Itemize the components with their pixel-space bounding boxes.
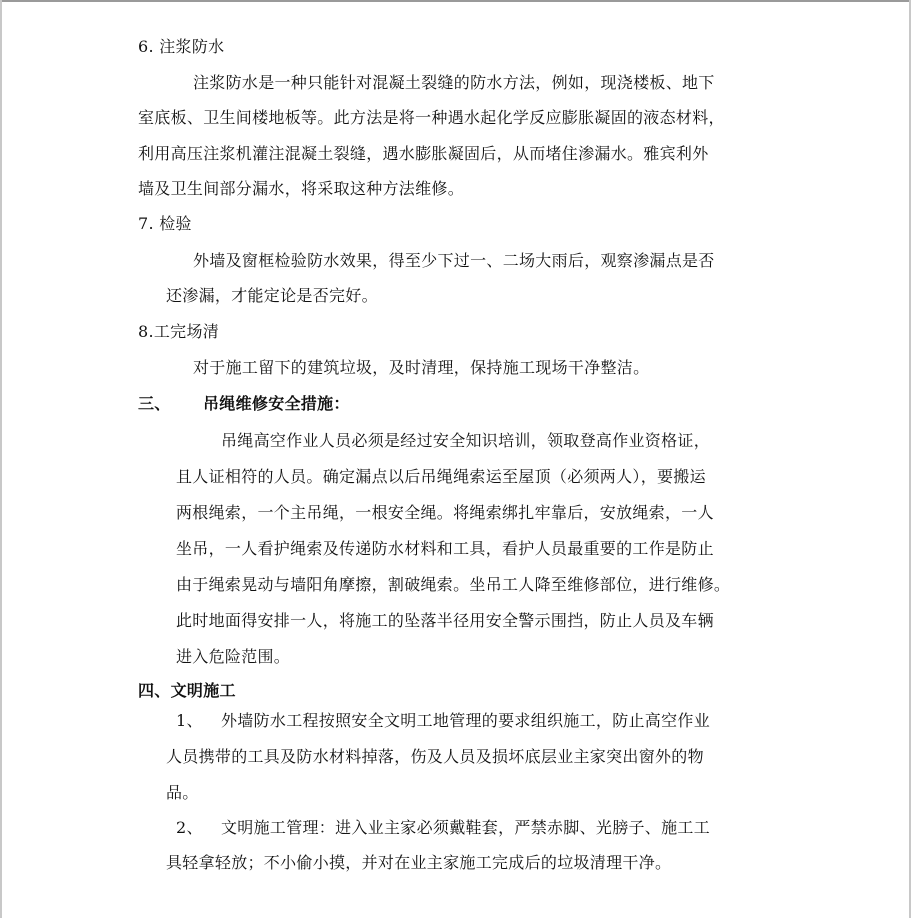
section-4-item-1-line-3: 品。 (166, 783, 199, 802)
section-8-line-1: 对于施工留下的建筑垃圾，及时清理，保持施工现场干净整洁。 (193, 358, 650, 377)
section-3-line-6: 此时地面得安排一人，将施工的坠落半径用安全警示围挡，防止人员及车辆 (176, 611, 714, 630)
section-7-heading: 7. 检验 (138, 214, 192, 233)
section-6-line-1: 注浆防水是一种只能针对混凝土裂缝的防水方法，例如，现浇楼板、地下 (193, 73, 715, 92)
section-4-item-1-line-1: 外墙防水工程按照安全文明工地管理的要求组织施工，防止高空作业 (221, 711, 711, 730)
section-4-item-2-number: 2、 (176, 818, 203, 837)
section-8-heading: 8.工完场清 (138, 322, 220, 341)
section-3-line-1: 吊绳高空作业人员必须是经过安全知识培训，领取登高作业资格证， (221, 431, 711, 450)
section-6-line-4: 墙及卫生间部分漏水，将采取这种方法维修。 (138, 179, 465, 198)
section-4-item-1-line-2: 人员携带的工具及防水材料掉落，伤及人员及损坏底层业主家突出窗外的物 (166, 747, 704, 766)
section-3-line-2: 且人证相符的人员。确定漏点以后吊绳绳索运至屋顶（必须两人），要搬运 (176, 467, 706, 486)
section-3-line-5: 由于绳索晃动与墙阳角摩擦，割破绳索。坐吊工人降至维修部位，进行维修。 (176, 575, 731, 594)
section-3-title: 吊绳维修安全措施： (203, 394, 350, 413)
section-6-heading: 6. 注浆防水 (138, 37, 225, 56)
section-3-line-4: 坐吊，一人看护绳索及传递防水材料和工具，看护人员最重要的工作是防止 (176, 539, 714, 558)
section-7-line-1: 外墙及窗框检验防水效果，得至少下过一、二场大雨后，观察渗漏点是否 (193, 251, 715, 270)
section-4-heading: 四、文明施工 (138, 681, 236, 700)
section-3-line-3: 两根绳索，一个主吊绳，一根安全绳。将绳索绑扎牢靠后，安放绳索，一人 (176, 503, 714, 522)
section-4-item-2-line-2: 具轻拿轻放；不小偷小摸，并对在业主家施工完成后的垃圾清理干净。 (166, 853, 672, 872)
section-4-item-1-number: 1、 (176, 711, 203, 730)
section-6-line-3: 利用高压注浆机灌注混凝土裂缝，遇水膨胀凝固后，从而堵住渗漏水。雅宾利外 (138, 144, 709, 163)
section-6-line-2: 室底板、卫生间楼地板等。此方法是将一种遇水起化学反应膨胀凝固的液态材料， (138, 108, 725, 127)
section-3-number: 三、 (138, 394, 171, 413)
section-4-item-2-line-1: 文明施工管理：进入业主家必须戴鞋套，严禁赤脚、光膀子、施工工 (221, 818, 711, 837)
section-7-line-2: 还渗漏，才能定论是否完好。 (166, 286, 378, 305)
section-3-line-7: 进入危险范围。 (176, 647, 291, 666)
